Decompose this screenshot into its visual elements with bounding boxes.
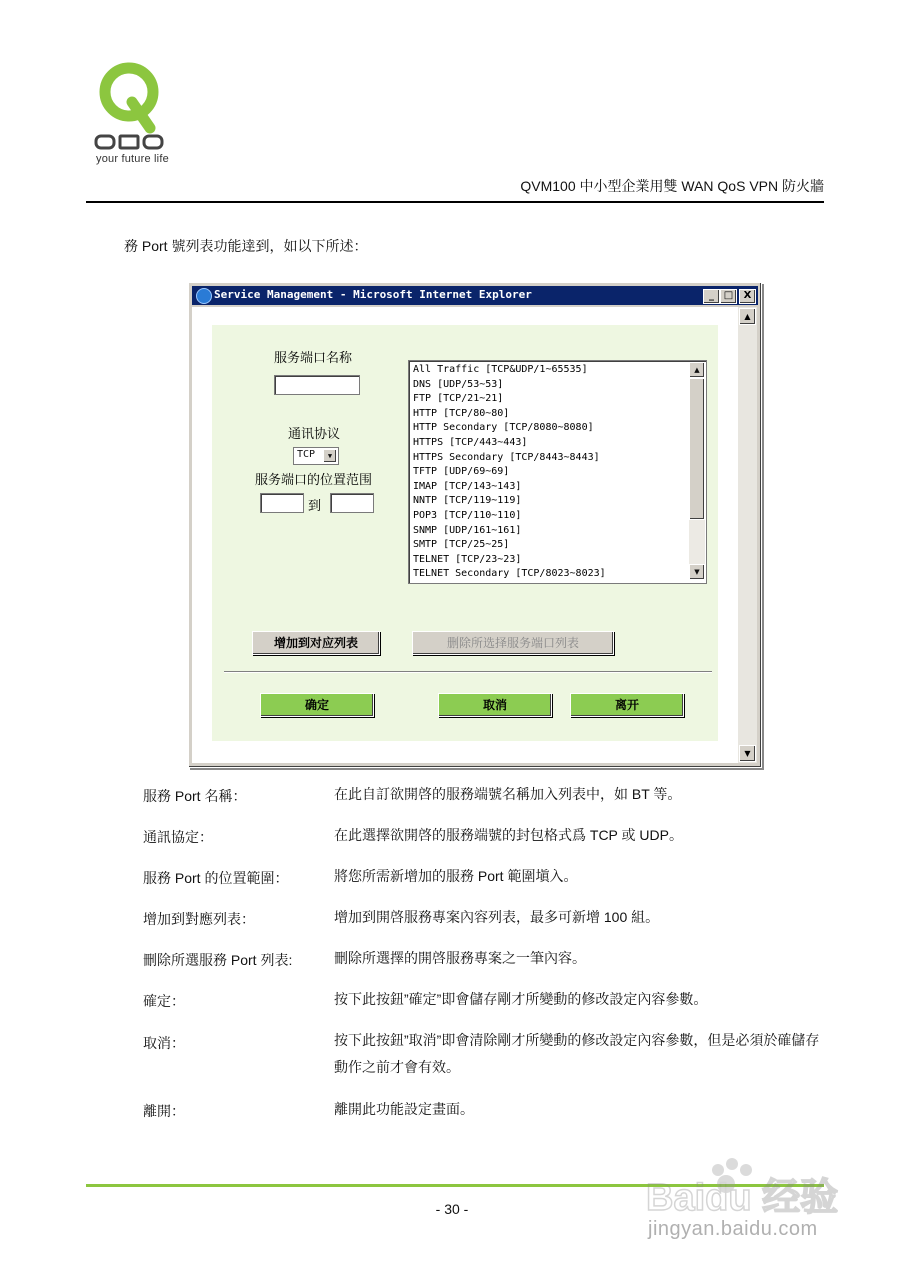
page-content <box>192 307 738 763</box>
service-list-item[interactable]: TFTP [UDP/69~69] <box>413 466 510 478</box>
service-list-item[interactable]: SMTP [TCP/25~25] <box>413 539 510 551</box>
add-to-list-button[interactable]: 增加到对应列表 <box>252 631 380 655</box>
term-cancel: 取消： <box>143 1035 185 1051</box>
header-divider <box>86 201 824 203</box>
desc-service-name: 在此自訂欲開啓的服務端號名稱加入列表中，如 BT 等。 <box>334 786 682 802</box>
desc-add-list: 增加到開啓服務專案內容列表，最多可新增 100 組。 <box>334 909 660 925</box>
service-list-item[interactable]: POP3 [TCP/110~110] <box>413 509 522 521</box>
service-list <box>413 363 683 582</box>
delete-selected-button[interactable]: 删除所选择服务端口列表 <box>412 631 614 655</box>
service-form-panel <box>212 325 718 741</box>
port-from-input[interactable] <box>260 493 304 513</box>
service-list-item[interactable]: HTTPS Secondary [TCP/8443~8443] <box>413 451 600 463</box>
chevron-down-icon[interactable]: ▼ <box>323 449 337 463</box>
watermark-url: jingyan.baidu.com <box>648 1218 818 1240</box>
service-list-item[interactable]: HTTPS [TCP/443~443] <box>413 436 528 448</box>
document-title: QVM100 中小型企業用雙 WAN QoS VPN 防火牆 <box>520 178 824 194</box>
cancel-button[interactable]: 取消 <box>438 693 552 717</box>
service-list-item[interactable]: FTP [TCP/21~21] <box>413 393 504 405</box>
service-list-item[interactable]: All Traffic [TCP&UDP/1~65535] <box>413 364 588 375</box>
window-scrollbar[interactable] <box>738 307 757 763</box>
port-range-label: 服务端口的位置范围 <box>255 473 373 488</box>
term-port-range: 服務 Port 的位置範圍： <box>143 870 289 886</box>
listbox-scrollbar[interactable] <box>689 362 705 580</box>
service-list-item[interactable]: HTTP [TCP/80~80] <box>413 407 510 419</box>
protocol-value: TCP <box>297 449 316 460</box>
port-to-label: 到 <box>308 499 322 514</box>
exit-button[interactable]: 离开 <box>570 693 684 717</box>
minimize-button[interactable]: _ <box>703 289 720 304</box>
service-name-label: 服务端口名称 <box>274 351 353 366</box>
desc-port-range: 將您所需新增加的服務 Port 範圍塡入。 <box>334 868 578 884</box>
logo-tagline: your future life <box>96 153 169 165</box>
protocol-select[interactable] <box>293 447 339 465</box>
desc-cancel: 按下此按鈕”取消”即會清除剛才所變動的修改設定內容參數，但是必須於確儲存動作之前才會有效。 <box>334 1032 820 1075</box>
service-list-item[interactable]: SNMP [UDP/161~161] <box>413 524 522 536</box>
ie-window <box>188 282 762 768</box>
term-service-name: 服務 Port 名稱： <box>143 788 247 804</box>
close-button[interactable]: X <box>739 289 756 304</box>
maximize-button[interactable]: □ <box>720 289 737 304</box>
service-list-item[interactable]: HTTP Secondary [TCP/8080~8080] <box>413 422 594 434</box>
term-ok: 確定： <box>143 993 185 1009</box>
term-delete-list: 刪除所選服務 Port 列表: <box>143 952 293 968</box>
scroll-up-icon[interactable]: ▲ <box>689 362 705 378</box>
service-list-item[interactable]: TELNET Secondary [TCP/8023~8023] <box>413 568 606 580</box>
form-separator <box>224 671 712 673</box>
service-list-item[interactable]: IMAP [TCP/143~143] <box>413 480 522 492</box>
intro-text: 務 Port 號列表功能達到，如以下所述： <box>124 238 368 254</box>
page-number: - 30 - <box>435 1201 469 1217</box>
scroll-down-icon[interactable]: ▼ <box>689 564 705 580</box>
window-title: Service Management - Microsoft Internet Explorer <box>214 288 532 301</box>
desc-ok: 按下此按鈕”確定”即會儲存剛才所變動的修改設定內容參數。 <box>334 991 708 1007</box>
term-add-list: 增加到對應列表： <box>143 911 255 927</box>
ok-button[interactable]: 确定 <box>260 693 374 717</box>
scroll-up-icon[interactable]: ▲ <box>739 308 756 325</box>
service-list-item[interactable]: TELNET [TCP/23~23] <box>413 553 522 565</box>
port-to-input[interactable] <box>330 493 374 513</box>
scroll-down-icon[interactable]: ▼ <box>739 745 756 762</box>
desc-exit: 離開此功能設定畫面。 <box>334 1101 474 1117</box>
desc-delete-list: 刪除所選擇的開啓服務專案之一筆內容。 <box>334 950 586 966</box>
ie-icon <box>196 288 212 304</box>
service-list-item[interactable]: NNTP [TCP/119~119] <box>413 495 522 507</box>
window-title-bar <box>192 286 758 305</box>
service-list-item[interactable]: DNS [UDP/53~53] <box>413 378 504 390</box>
service-name-input[interactable] <box>274 375 360 395</box>
scroll-thumb[interactable] <box>689 378 705 520</box>
desc-protocol: 在此選擇欲開啓的服務端號的封包格式爲 TCP 或 UDP。 <box>334 827 683 843</box>
term-protocol: 通訊協定： <box>143 829 213 845</box>
protocol-label: 通讯协议 <box>288 427 341 442</box>
baidu-brand: Baidu 经验 <box>646 1177 839 1219</box>
service-listbox[interactable] <box>408 360 707 584</box>
term-exit: 離開： <box>143 1103 185 1119</box>
